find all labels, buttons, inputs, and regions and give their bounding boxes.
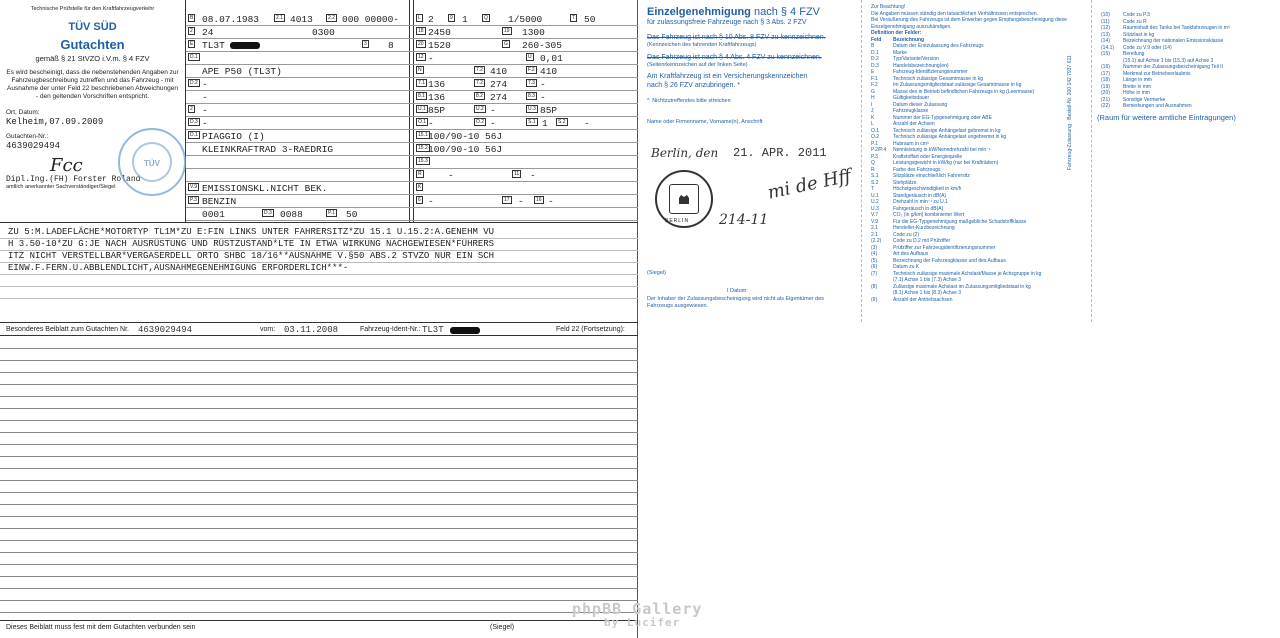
remark-line: EINW.F.FERN.U.ABBLENDLICHT,AUSNAHMEGENEHMIGUNG ERFORDERLICH***- — [8, 263, 349, 273]
ruled-line — [0, 384, 638, 385]
ruled-line — [0, 456, 638, 457]
beiblatt-vom: 03.11.2008 — [284, 325, 339, 335]
definition-key: S.2 — [871, 179, 879, 186]
definition-text: Masse des in Betrieb befindlichen Fahrzeugs in kg (Leermasse) — [893, 88, 1035, 95]
definition-key: (2.2) — [871, 238, 882, 244]
code-key: (10) — [1101, 12, 1110, 18]
definition-text: CO₂ (in g/km) kombinierter Wert — [893, 212, 965, 218]
definition-key: J — [871, 108, 874, 114]
ruled-line — [0, 540, 638, 541]
code-b: 0088 — [280, 209, 303, 220]
beiblatt-footer-note: Dieses Beiblatt muss fest mit dem Gutachten verbunden sein — [6, 624, 196, 631]
ruled-line — [0, 468, 638, 469]
definition-key: U.2 — [871, 199, 879, 205]
r6-a: 410 — [490, 66, 508, 77]
remark-line: ITZ NICHT VERSTELLBAR*VERGASERDELL ORTO SHBC 18/16**AUSNAHME V.§50 ABS.2 STVZO NUR EIN SCH — [8, 251, 495, 261]
r9-a: 85P — [428, 105, 446, 116]
r8-b: 274 — [490, 92, 508, 103]
definition-key: (5) — [871, 257, 878, 264]
beiblatt-footer — [0, 620, 638, 638]
grid-row: D.1 PIAGGIO (I) 15.1 100/90-10 56J — [186, 130, 638, 143]
ruled-line — [0, 480, 638, 481]
ruled-line — [0, 444, 638, 445]
r15-c: - — [548, 196, 554, 207]
code-key: (17) — [1101, 70, 1110, 77]
mass-a: 2450 — [428, 27, 451, 38]
code-c: 50 — [346, 209, 358, 220]
r-d4: - — [202, 118, 208, 129]
ez-footer-note: Der Inhaber der Zulassungsbescheinigung wird nicht als Eigentümer des Fahrzeugs ausgewiesen. — [647, 296, 825, 309]
ruled-line — [0, 348, 638, 349]
r9-dash: - — [490, 105, 496, 116]
beiblatt-number: 4639029494 — [138, 325, 193, 335]
code-text: Stützlast in kg — [1123, 31, 1155, 38]
grid-row: D.3 - O.1 - O.2 - S.1 1 S.2 - — [186, 117, 638, 130]
definition-text: Marke — [893, 49, 907, 56]
definition-key: I — [871, 101, 873, 108]
definition-text: Datum zu K — [893, 264, 920, 270]
definition-key: H — [871, 95, 875, 101]
beiblatt-ident-label: Fahrzeug-Ident-Nr.: — [360, 326, 421, 333]
mass-b: 1300 — [522, 27, 545, 38]
definition-text: Nennleistung in kW/Nenndrehzahl bei min⁻¹ — [893, 147, 991, 153]
definition-text: Handelsbezeichnung(en) — [893, 62, 949, 69]
remark-line: H 3.50-10*ZU G:JE NACH AUSRÜSTUNG UND RÜSTZUSTAND*LTE IN ETWA WIRKUNG NACHGEWIESEN*FÜHRERS — [8, 239, 495, 249]
r-d2: - — [202, 92, 208, 103]
r10-c: - — [584, 118, 590, 129]
r8-a: 136 — [428, 92, 446, 103]
definition-text: Standgeräusch in dB(A) — [893, 192, 947, 199]
ez-subtitle: für zulassungsfreie Fahrzeuge nach § 3 Abs. 2 FZV — [647, 19, 807, 26]
code-text: Länge in mm — [1123, 77, 1152, 83]
ez-footer-title: I Datum: — [727, 288, 748, 294]
definition-key: (9) — [871, 296, 878, 303]
code-key: (15) — [1101, 51, 1110, 57]
definition-text: Hersteller-Kurzbezeichnung — [893, 225, 955, 231]
ruled-line — [0, 396, 638, 397]
emission-class: EMISSIONSKL.NICHT BEK. — [202, 183, 328, 194]
definition-key: U.3 — [871, 205, 879, 212]
definition-text: Technisch zulässige Anhängelast gebremst in kg — [893, 127, 1001, 134]
r5-b: 0,01 — [540, 53, 563, 64]
definition-key: D.3 — [871, 62, 879, 69]
r5-a: - — [428, 53, 434, 64]
tyre-2: 100/90-10 56J — [428, 144, 503, 155]
grid-row: E TL3T 3 8 20 1520 G 260-305 — [186, 39, 638, 52]
remarks-field-22 — [0, 222, 638, 310]
grid-row: 2 - U.1 85P U.2 - U.3 85P — [186, 104, 638, 117]
grid-row: 2 24 0300 18 2450 19 1300 — [186, 26, 638, 39]
watermark-line-2: by Lucifer — [604, 616, 681, 629]
code-key: (18) — [1101, 77, 1110, 83]
code-key: (19) — [1101, 83, 1110, 90]
code-text: Sonstige Vermerke — [1123, 96, 1166, 103]
col-bezeichnung: Bezeichnung — [893, 36, 925, 43]
r10-a: - — [428, 118, 434, 129]
grid-row: APE P50 (TL3T) N 7.2 410 F.2 410 — [186, 65, 638, 78]
seal-text: BERLIN — [665, 218, 690, 224]
definition-key: (7) — [871, 270, 878, 277]
definition-row — [871, 297, 1089, 304]
ruled-line — [0, 420, 638, 421]
ez-signature: mi de Hff — [765, 165, 854, 204]
ruled-line — [0, 588, 638, 589]
definition-text: (8.1) Achse 1 bis (8.3) Achse 3 — [893, 290, 962, 296]
definition-text: Technisch zulässige maximale Achslast/Masse je Achsgruppe in kg — [893, 270, 1042, 277]
code-key: (14.1) — [1101, 44, 1115, 51]
power-ratio: 1/5000 — [508, 14, 543, 25]
model: APE P50 (TL3T) — [202, 66, 282, 77]
grid-row: 15.3 — [186, 156, 638, 169]
codes-rows — [1101, 12, 1271, 110]
r8-c: - — [540, 92, 546, 103]
first-registration: 08.07.1983 — [202, 14, 260, 25]
beiblatt-title: Besonderes Beiblatt zum Gutachten Nr. — [6, 326, 129, 333]
definition-text: (7.1) Achse 1 bis (7.3) Achse 3 — [893, 277, 962, 283]
definition-key: D.1 — [871, 49, 879, 56]
definition-key: O.2 — [871, 134, 880, 140]
code-text: Nummer der Zulassungsbescheinigung Teil II — [1123, 64, 1223, 70]
vin: TL3T — [202, 40, 225, 51]
definition-key: S.1 — [871, 173, 879, 179]
watermark — [572, 602, 702, 630]
ez-note: *: Nichtzutreffendes bitte streichen — [647, 98, 731, 104]
codes-panel — [1097, 12, 1271, 142]
definition-key: R — [871, 166, 875, 173]
grid-row: B 08.07.1983 2.1 4013 2.2 000 00000- L 2 9 1 Q 1/5000 T 50 — [186, 13, 638, 26]
code-text: Bezeichnung der nationalen Emissionsklasse — [1123, 38, 1224, 44]
definition-key: F.1 — [871, 75, 878, 82]
r10-b: 1 — [542, 118, 548, 129]
ruled-line — [0, 372, 638, 373]
grid-row: - 8.1 136 8.2 274 8.3 - — [186, 91, 638, 104]
ez-title-rest: nach § 4 FZV — [753, 6, 821, 18]
definition-key: U.1 — [871, 192, 879, 199]
definition-text: Anzahl der Antriebsachsen — [893, 296, 953, 303]
definition-key: G — [871, 88, 875, 95]
definition-text: Hubraum in cm³ — [893, 140, 929, 147]
definition-text: Leistungsgewicht in kW/kg (nur bei Krafträdern) — [893, 160, 999, 166]
code-text: Breite in mm — [1123, 83, 1152, 90]
beiblatt-siegel: (Siegel) — [490, 624, 515, 631]
color-code: - — [530, 170, 536, 181]
definition-text: Art des Aufbaus — [893, 251, 929, 257]
ruled-line — [0, 492, 638, 493]
code-text: Code zu V.9 oder (14) — [1123, 44, 1172, 51]
r10-dash: - — [490, 118, 496, 129]
ez-stamp-number: 214-11 — [719, 212, 769, 228]
tuv-seal-icon: TÜV — [118, 128, 186, 196]
definition-text: Technisch zulässige Gesamtmasse in kg — [893, 75, 984, 82]
definition-key: D.2 — [871, 56, 879, 62]
definition-key: P.1 — [871, 140, 878, 147]
ez-date: 21. APR. 2011 — [733, 146, 827, 160]
definition-key: T — [871, 186, 875, 192]
definition-text: Code zu D.2 mit Prüfziffer — [893, 238, 951, 244]
definition-text: Technisch zulässige Anhängelast ungebremst in kg — [893, 134, 1007, 140]
definition-text: Datum der Erstzulassung des Fahrzeugs — [893, 43, 984, 49]
beiblatt-lined-area — [0, 336, 638, 618]
ruled-line — [0, 360, 638, 361]
grid-row: P.3 BENZIN 6 - 17 - 16 - — [186, 195, 638, 208]
doc-type: Gutachten — [60, 36, 125, 52]
code-text: Code zu R — [1123, 18, 1147, 25]
defs-table-title: Definition der Felder: — [871, 30, 922, 36]
col-feld: Feld — [871, 36, 882, 43]
einzelgenehmigung-sheet — [639, 0, 1280, 638]
code-key: (14) — [1101, 38, 1110, 44]
code-text: Bemerkungen und Ausnahmen — [1123, 103, 1192, 109]
ruled-line — [0, 528, 638, 529]
report-no: 4639029494 — [6, 140, 61, 151]
definition-key: L — [871, 121, 874, 127]
definition-key: K — [871, 114, 875, 121]
definition-key: E — [871, 69, 875, 75]
grid-row: KLEINKRAFTRAD 3-RAEDRIG 15.2 100/90-10 56J — [186, 143, 638, 156]
grid-row: D.2 - 7.1 136 7.2 274 7.3 - — [186, 78, 638, 91]
code-a: 0001 — [202, 209, 225, 220]
code-text: Rauminhalt des Tanks bei Tankfahrzeugen in m³ — [1123, 25, 1230, 31]
r-d1: - — [202, 79, 208, 90]
code-21: 4013 — [290, 14, 313, 25]
place-date: Kelheim,07.09.2009 — [6, 116, 104, 127]
ruled-line — [0, 552, 638, 553]
redaction-mark — [450, 327, 480, 334]
definition-text: Fahrgeräusch in dB(A) — [893, 205, 944, 212]
code-row — [1101, 103, 1271, 110]
definition-key: P.2/P.4 — [871, 147, 887, 153]
watermark-line-1: phpBB Gallery — [572, 600, 703, 618]
ez-struck-1: Das Fahrzeug ist nach § 10 Abs. 8 FZV zu kennzeichnen. — [647, 34, 826, 41]
ruled-line — [0, 432, 638, 433]
r7-c: - — [540, 79, 546, 90]
definition-text: Im Zulassungsmitgliedstaat zulässige Gesamtmasse in kg — [893, 82, 1022, 88]
ez-struck-1-note: (Kennzeichen des fahrenden Kraftfahrzeugs) — [647, 42, 757, 48]
r9-b: 85P — [540, 105, 558, 116]
raum-note: (Raum für weitere amtliche Eintragungen) — [1097, 112, 1236, 122]
expert-signature: Fcc — [50, 154, 83, 176]
side-order-code: Fahrzeug-Zulassung · Bestell-Nr. 200 142 7937 611 — [1067, 55, 1073, 170]
ez-siegel: (Siegel) — [647, 270, 666, 276]
definition-key: O.1 — [871, 127, 880, 134]
defs-head-1: Zur Beachtung! — [871, 4, 906, 10]
definition-text: Kraftstoffart oder Energiequelle — [893, 153, 963, 160]
ruled-line — [0, 504, 638, 505]
definition-text: Drehzahl in min⁻¹ zu U.1 — [893, 199, 948, 205]
ez-title — [647, 6, 857, 18]
code-2b: 0300 — [312, 27, 335, 38]
beiblatt-ident: TL3T — [422, 325, 444, 335]
code-text: Bereifung — [1123, 51, 1145, 57]
definition-text: Stehplätze — [893, 179, 917, 186]
vehicle-class: KLEINKRAFTRAD 3-RAEDRIG — [202, 144, 334, 155]
ruled-line — [0, 408, 638, 409]
definition-text: Bezeichnung der Fahrzeugklasse und des Aufbaus — [893, 257, 1006, 264]
defs-rows — [871, 43, 1089, 303]
ez-insurance-2: nach § 26 FZV anzubringen. * — [647, 82, 741, 89]
definition-text: Farbe des Fahrzeugs — [893, 166, 941, 173]
gutachten-sheet — [0, 0, 638, 638]
place-date-label: Ort, Datum: — [6, 108, 40, 116]
ez-insurance-1: Am Kraftfahrzeug ist ein Versicherungskennzeichen — [647, 73, 808, 80]
expert-role: amtlich anerkannter Sachverständiger/Siegel — [6, 183, 116, 190]
code-key: (21) — [1101, 96, 1110, 103]
grid-row: V.9 EMISSIONSKL.NICHT BEK. K — [186, 182, 638, 195]
definition-text: Code zu (2) — [893, 231, 920, 238]
beiblatt-header — [0, 322, 638, 336]
r7-b: 274 — [490, 79, 508, 90]
code-2a: 24 — [202, 27, 214, 38]
definition-key: (6) — [871, 264, 878, 270]
vehicle-data-grid — [186, 0, 638, 222]
definition-text: Prüfziffer zur Fahrzeugidentifizierungsnummer — [893, 244, 996, 251]
r6-b: 410 — [540, 66, 558, 77]
definition-text: Datum dieser Zulassung — [893, 101, 948, 108]
remark-line: ZU 5:M.LADEFLÄCHE*MOTORTYP TL1M*ZU E:FIN LINKS UNTER FAHRERSITZ*ZU 15.1 U.15.2:A.GENEHM VU — [8, 227, 495, 237]
powered-axles: 1 — [462, 14, 468, 25]
r15-a: - — [428, 196, 434, 207]
definition-text: Für die EG-Typgenehmigung maßgebliche Schadstoffklasse — [893, 218, 1027, 225]
ruled-line — [0, 612, 638, 613]
make: PIAGGIO (I) — [202, 131, 265, 142]
dimensions: 260-305 — [522, 40, 562, 51]
r-d3: - — [202, 105, 208, 116]
grid-row: D.1 12 - U 0,01 — [186, 52, 638, 65]
ruled-line — [0, 564, 638, 565]
report-no-label: Gutachten-Nr.: — [6, 132, 49, 140]
definition-key: V.9 — [871, 218, 879, 225]
tuv-brand: TÜV SÜD — [68, 20, 117, 33]
code-key: (20) — [1101, 90, 1110, 96]
defs-head-3: Bei Veräußerung des Fahrzeugs ist dem Erwerber gegen Empfangsbescheinigung diese Einzelgenehmigung auszuhändigen. — [871, 17, 1067, 30]
ruled-line — [0, 576, 638, 577]
tyre-1: 100/90-10 56J — [428, 131, 503, 142]
definition-key: 2.1 — [871, 231, 878, 238]
defs-head-2: Die Angaben müssen ständig den tatsächlichen Verhältnissen entsprechen. — [871, 10, 1039, 17]
vin-check: 8 — [388, 40, 394, 51]
grid-row: 0001 D.3 0088 P.1 50 — [186, 208, 638, 221]
code-text: (15.1) auf Achse 1 bis (15.3) auf Achse 3 — [1123, 57, 1214, 64]
code-text: Merkmal zur Betriebserlaubnis — [1123, 70, 1191, 77]
seats: 50 — [584, 14, 596, 25]
feld-22-label: Feld 22 (Fortsetzung): — [556, 326, 625, 333]
fuel: BENZIN — [202, 196, 237, 207]
ez-title-bold: Einzelgenehmigung — [647, 6, 751, 18]
definition-text: Fahrzeug-Identifizierungsnummer — [893, 69, 968, 75]
definition-key: (8) — [871, 283, 878, 290]
definition-text: Typ/Variante/Version — [893, 56, 939, 62]
ez-struck-2-note: (Seitenrkennzeichen auf der linken Seite) — [647, 61, 748, 68]
code-text: Höhe in mm — [1123, 90, 1150, 96]
expert-name: Dipl.Ing.(FH) Forster Roland — [6, 174, 141, 184]
definition-key: V.7 — [871, 212, 879, 218]
definition-key: (4) — [871, 251, 878, 257]
code-key: (12) — [1101, 25, 1110, 31]
beiblatt-vom-label: vom: — [260, 326, 276, 333]
code-key: (22) — [1101, 103, 1110, 109]
ruled-line — [0, 516, 638, 517]
einzelgenehmigung-panel — [647, 4, 857, 322]
grid-row: R - 11 - — [186, 169, 638, 182]
code-key: (11) — [1101, 18, 1110, 25]
definition-text: Anzahl der Achsen — [893, 121, 935, 127]
definition-key: B — [871, 43, 875, 49]
definition-key: Q — [871, 160, 875, 166]
definition-text: Fahrzeugklasse — [893, 108, 929, 114]
definition-text: Sitzplätze einschließlich Fahrersitz — [893, 173, 970, 179]
code-22: 000 00000- — [342, 14, 400, 25]
ruled-line — [0, 600, 638, 601]
r7-a: 136 — [428, 79, 446, 90]
legal-basis: gemäß § 21 StVZO i.V.m. § 4 FZV — [35, 53, 150, 63]
definition-text: Zulässige maximale Achslast im Zulassungsmitgliedstaat in kg — [893, 283, 1031, 290]
ez-name-label: Name oder Firmenname, Vorname(n), Anschrift — [647, 118, 763, 125]
tuv-institute: Technische Prüfstelle für den Kraftfahrzeugverkehr — [30, 6, 155, 12]
ez-city: Berlin, den — [651, 146, 719, 160]
r15-b: - — [518, 196, 524, 207]
definition-key: F.2 — [871, 82, 878, 88]
displacement: 1520 — [428, 40, 451, 51]
definition-key: P.3 — [871, 153, 878, 160]
definition-text: Gültigkeitsdauer — [893, 95, 930, 101]
redaction-mark — [230, 42, 260, 49]
definition-text: Höchstgeschwindigkeit in km/h — [893, 186, 962, 192]
field-definitions-panel — [871, 4, 1089, 322]
code-text: Code zu P.3 — [1123, 12, 1150, 18]
code-key: (13) — [1101, 31, 1110, 38]
code-key: (16) — [1101, 64, 1110, 70]
definition-text: Nummer der EG-Typgenehmigung oder ABE — [893, 114, 992, 121]
definition-key: (3) — [871, 244, 878, 251]
color-dash: - — [448, 170, 454, 181]
axles: 2 — [428, 14, 434, 25]
certification-statement: Es wird bescheinigt, dass die nebenstehenden Angaben zur Fahrzeugbeschreibung zutreffen und das Fahrzeug - mit Ausnahme der unter Feld 22 beschriebenen Abweichungen - den geltenden Vorschriften entspricht. — [6, 68, 179, 100]
definition-key: 2.1 — [871, 225, 878, 231]
ez-struck-2: Das Fahrzeug ist nach § 4 Abs. 4 FZV zu kennzeichnen. — [647, 53, 822, 61]
